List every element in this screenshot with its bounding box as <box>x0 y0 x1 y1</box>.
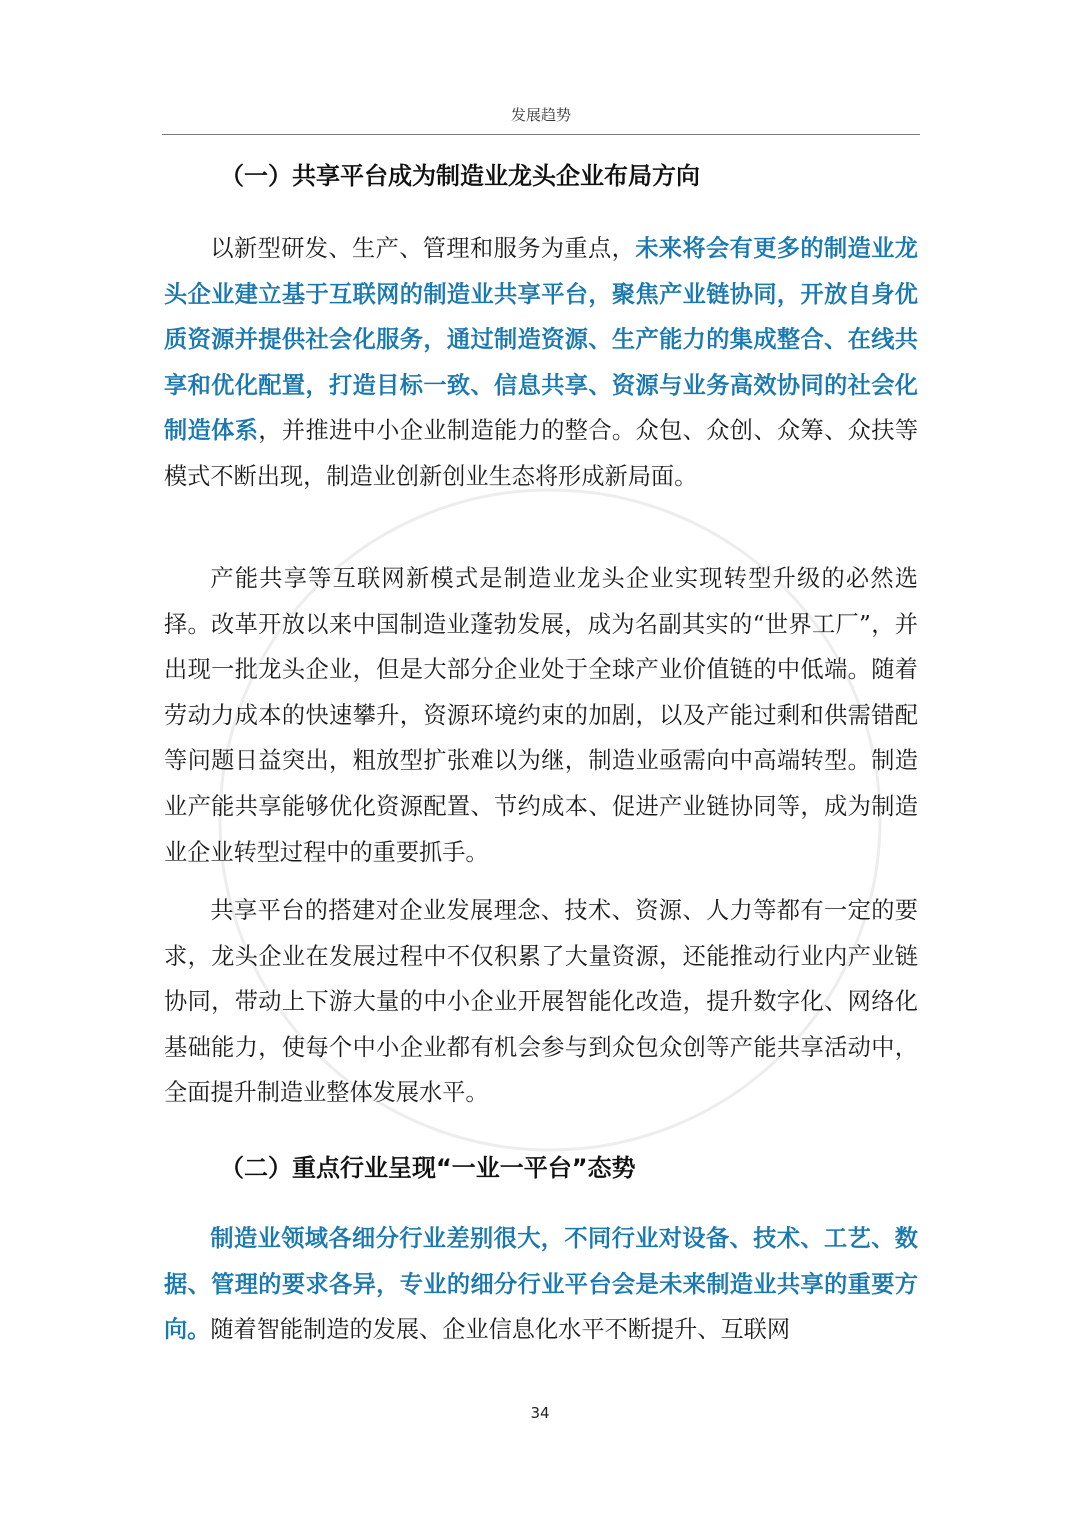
paragraph-1-tail: ，并推进中小企业制造能力的整合。众包、众创、众筹、众扶等模式不断出现，制造业创新创业生态将形成新局面。 <box>164 417 919 490</box>
section-heading-1: （一）共享平台成为制造业龙头企业布局方向 <box>220 162 700 190</box>
paragraph-4 <box>164 1216 918 1353</box>
page-number: 34 <box>530 1404 550 1422</box>
paragraph-4-tail: 随着智能制造的发展、企业信息化水平不断提升、互联网 <box>210 1316 791 1344</box>
paragraph-2: 产能共享等互联网新模式是制造业龙头企业实现转型升级的必然选择。改革开放以来中国制造业蓬勃发展，成为名副其实的“世界工厂”，并出现一批龙头企业，但是大部分企业处于全球产业价值链的中低端。随着劳动力成本的快速攀升，资源环境约束的加剧，以及产能过剩和供需错配等问题日益突出，粗放型扩张难以为继，制造业亟需向中高端转型。制造业产能共享能够优化资源配置、节约成本、促进产业链协同等，成为制造业企业转型过程中的重要抓手。 <box>164 565 918 866</box>
paragraph-3: 共享平台的搭建对企业发展理念、技术、资源、人力等都有一定的要求，龙头企业在发展过程中不仅积累了大量资源，还能推动行业内产业链协同，带动上下游大量的中小企业开展智能化改造，提升数字化、网络化基础能力，使每个中小企业都有机会参与到众包众创等产能共享活动中，全面提升制造业整体发展水平。 <box>164 897 918 1107</box>
running-header: 发展趋势 <box>510 106 571 124</box>
paragraph-1 <box>164 226 918 500</box>
paragraph-1-intro: 以新型研发、生产、管理和服务为重点， <box>210 235 636 262</box>
paragraph-4-highlight: 制造业领域各细分行业差别很大，不同行业对设备、技术、工艺、数据、管理的要求各异，专业的细分行业平台会是未来制造业共享的重要方向。 <box>164 1225 918 1344</box>
section-heading-2: （二）重点行业呈现“一业一平台”态势 <box>220 1154 636 1182</box>
header-divider <box>162 134 920 135</box>
paragraph-1-highlight: 未来将会有更多的制造业龙头企业建立基于互联网的制造业共享平台，聚焦产业链协同，开放自身优质资源并提供社会化服务，通过制造资源、生产能力的集成整合、在线共享和优化配置，打造目标一致、信息共享、资源与业务高效协同的社会化制造体系 <box>164 235 918 445</box>
